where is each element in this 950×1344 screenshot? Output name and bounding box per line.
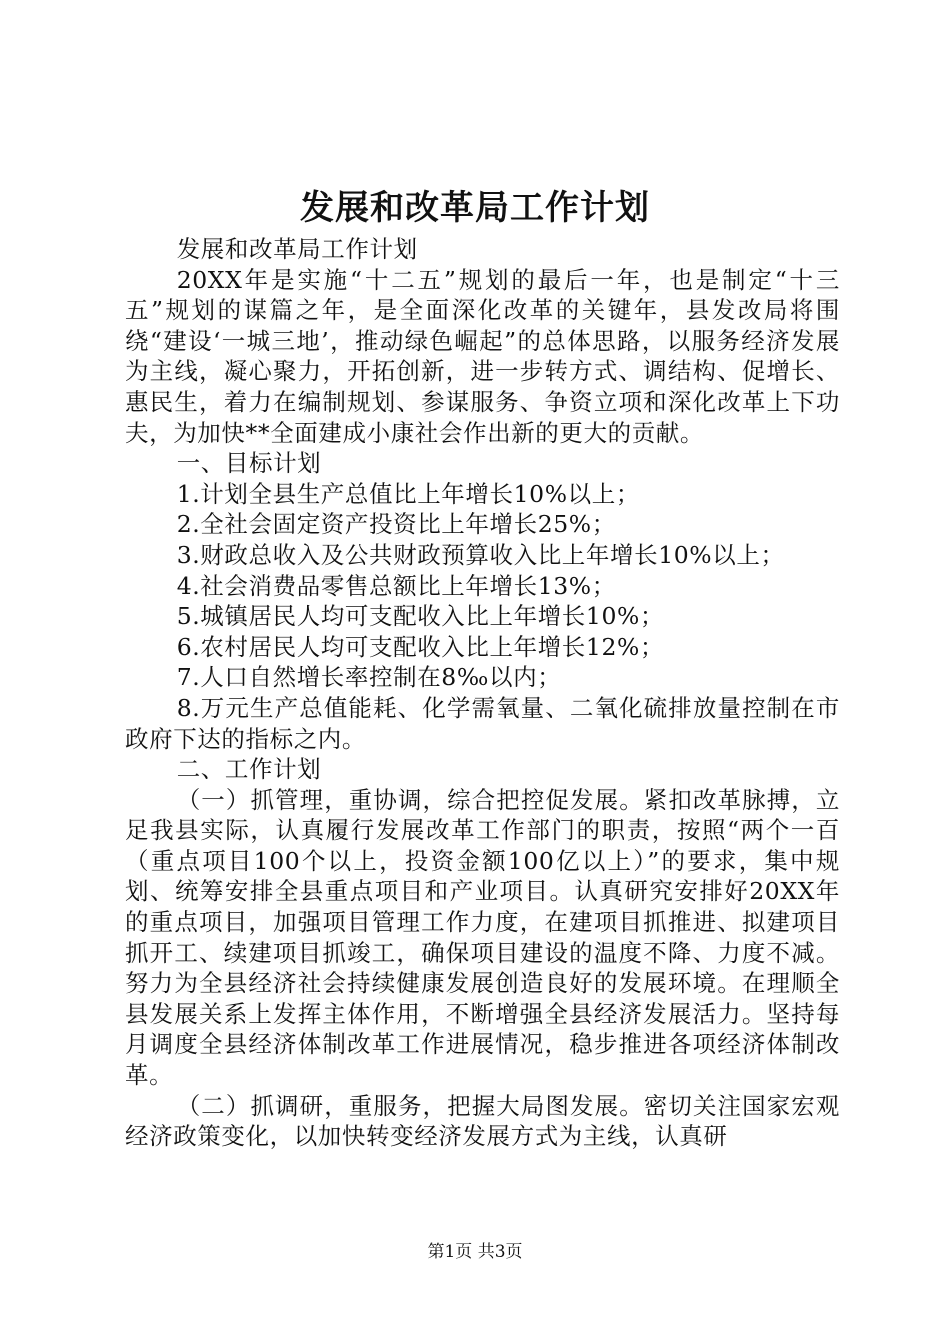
goal-item: 6.农村居民人均可支配收入比上年增长12%； [176, 632, 665, 661]
goal-item: 8.万元生产总值能耗、化学需氧量、二氧化硫排放量控制在市政府下达的指标之内。 [125, 693, 840, 753]
goal-item: 3.财政总收入及公共财政预算收入比上年增长10%以上； [176, 540, 785, 569]
goal-item: 7.人口自然增长率控制在8‰以内； [176, 663, 562, 692]
work-plan-paragraph: （二）抓调研，重服务，把握大局图发展。密切关注国家宏观经济政策变化，以加快转变经济发展方式为主线，认真研 [125, 1091, 840, 1151]
work-plan-paragraph: （一）抓管理，重协调，综合把控促发展。紧扣改革脉搏，立足我县实际，认真履行发展改革工作部门的职责，按照“两个一百（重点项目100个以上，投资金额100亿以上）”的要求，集中规划、统筹安排全县重点项目和产业项目。认真研究安排好20XX年的重点项目，加强项目管理工作力度，在建项目抓推进、拟建项目抓开工、续建项目抓竣工，确保项目建设的温度不降、力度不减。努力为全县经济社会持续健康发展创造良好的发展环境。在理顺全县发展关系上发挥主体作用，不断增强全县经济发展活力。坚持每月调度全县经济体制改革工作进展情况，稳步推进各项经济体制改革。 [125, 785, 840, 1090]
document-title: 发展和改革局工作计划 [300, 188, 650, 228]
goal-item: 1.计划全县生产总值比上年增长10%以上； [176, 479, 640, 508]
goal-item: 5.城镇居民人均可支配收入比上年增长10%； [176, 602, 665, 631]
section-heading-work-plan: 二、工作计划 [176, 755, 322, 784]
intro-paragraph: 20XX年是实施“十二五”规划的最后一年，也是制定“十三五”规划的谋篇之年，是全面深化改革的关键年，县发改局将围绕“建设‘一城三地’，推动绿色崛起”的总体思路，以服务经济发展为主线，凝心聚力，开拓创新，进一步转方式、调结构、促增长、惠民生，着力在编制规划、参谋服务、争资立项和深化改革上下功夫，为加快**全面建成小康社会作出新的更大的贡献。 [125, 265, 840, 447]
subtitle-paragraph: 发展和改革局工作计划 [176, 235, 418, 263]
document-body [125, 234, 840, 1152]
page-number: 第1页 共3页 [427, 1242, 523, 1262]
section-heading-goals: 一、目标计划 [176, 449, 322, 478]
goal-item: 2.全社会固定资产投资比上年增长25%； [176, 510, 616, 539]
goal-item: 4.社会消费品零售总额比上年增长13%； [176, 571, 616, 600]
